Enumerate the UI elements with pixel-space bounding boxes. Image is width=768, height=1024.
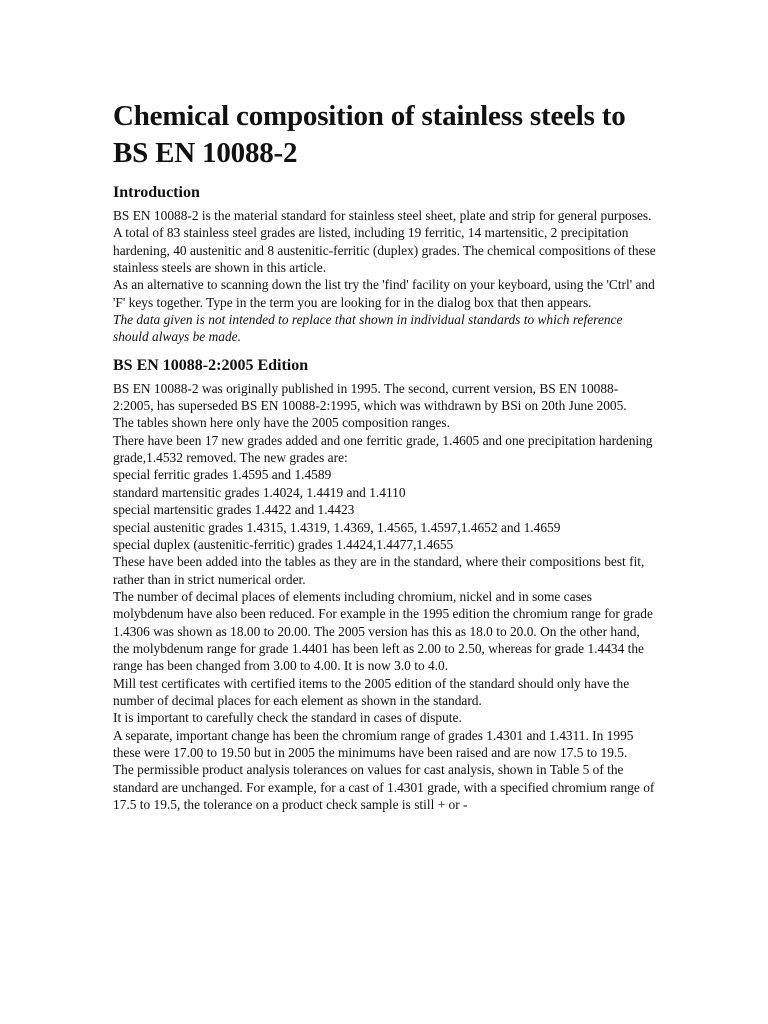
page-title: Chemical composition of stainless steels to BS EN 10088-2 bbox=[113, 100, 626, 169]
edition-paragraph-3: There have been 17 new grades added and one ferritic grade, 1.4605 and one precipitation hardening grade,1.4532 removed. The new grades are: bbox=[113, 432, 653, 466]
new-grades-list-item: special martensitic grades 1.4422 and 1.4423 bbox=[113, 502, 355, 518]
edition-paragraph-4: These have been added into the tables as they are in the standard, where their compositions best fit, rather than in strict numerical order. bbox=[113, 554, 645, 587]
edition-paragraph-6: Mill test certificates with certified items to the 2005 edition of the standard should only have the number of decimal places for each element as shown in the standard. bbox=[113, 675, 630, 708]
new-grades-list-item: special austenitic grades 1.4315, 1.4319, 1.4369, 1.4565, 1.4597,1.4652 and 1.4659 bbox=[113, 519, 561, 535]
disclaimer-note: The data given is not intended to replace that shown in individual standards to which reference should always be made. bbox=[113, 312, 623, 345]
new-grades-list-item: special duplex (austenitic-ferritic) grades 1.4424,1.4477,1.4655 bbox=[113, 536, 454, 552]
new-grades-list-item: standard martensitic grades 1.4024, 1.4419 and 1.4110 bbox=[113, 484, 406, 500]
edition-paragraph-7: It is important to carefully check the standard in cases of dispute. bbox=[113, 710, 462, 726]
edition-paragraph-1: BS EN 10088-2 was originally published in 1995. The second, current version, BS EN 10088-2:2005, has superseded BS EN 10088-2:1995, which was withdrawn by BSi on 20th June 2005. bbox=[113, 380, 627, 414]
edition-paragraph-2: The tables shown here only have the 2005 composition ranges. bbox=[113, 415, 450, 431]
introduction-heading: Introduction bbox=[113, 184, 200, 201]
document-page bbox=[113, 98, 658, 813]
intro-paragraph-2: As an alternative to scanning down the list try the 'find' facility on your keyboard, using the 'Ctrl' and 'F' keys together. Type in the term you are looking for in the dialog box that then appears. bbox=[113, 277, 655, 310]
edition-heading: BS EN 10088-2:2005 Edition bbox=[113, 356, 309, 374]
edition-paragraph-8: A separate, important change has been the chromium range of grades 1.4301 and 1.4311. In 1995 these were 17.00 to 19.50 but in 2005 the minimums have been raised and are now 17.5 to 19.5. bbox=[113, 727, 634, 760]
new-grades-list-item: special ferritic grades 1.4595 and 1.4589 bbox=[113, 467, 332, 483]
edition-paragraph-5: The number of decimal places of elements including chromium, nickel and in some cases molybdenum have also been reduced. For example in the 1995 edition the chromium range for grade 1.4306 was shown as 18.00 to 20.00. The 2005 version has this as 18.0 to 20.0. On the other hand, the molybdenum range for grade 1.4401 has been left as 2.00 to 2.50, whereas for grade 1.4434 the range has been changed from 3.00 to 4.00. It is now 3.0 to 4.0. bbox=[113, 588, 653, 674]
intro-paragraph-1: BS EN 10088-2 is the material standard for stainless steel sheet, plate and strip for general purposes. A total of 83 stainless steel grades are listed, including 19 ferritic, 14 martensitic, 2 precipitation hardening, 40 austenitic and 8 austenitic-ferritic (duplex) grades. The chemical compositions of these stainless steels are shown in this article. bbox=[113, 208, 656, 276]
edition-paragraph-9: The permissible product analysis tolerances on values for cast analysis, shown in Table 5 of the standard are unchanged. For example, for a cast of 1.4301 grade, with a specified chromium range of 17.5 to 19.5, the tolerance on a product check sample is still + or - bbox=[113, 762, 655, 812]
